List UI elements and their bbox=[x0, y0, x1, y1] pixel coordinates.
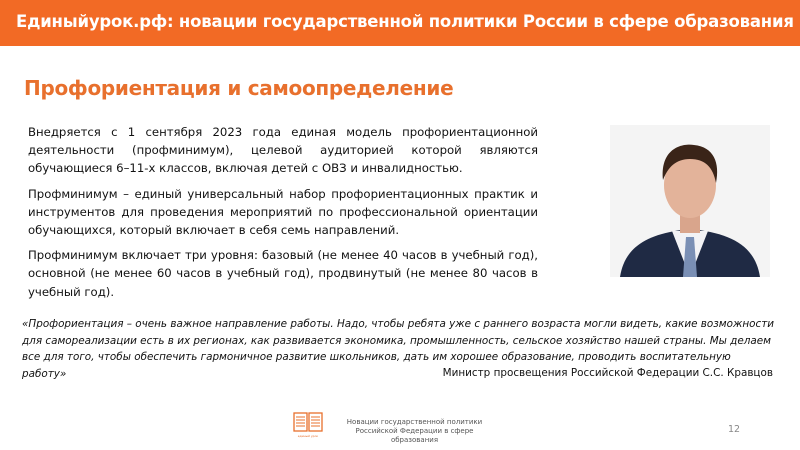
portrait-photo bbox=[610, 125, 770, 277]
page-number: 12 bbox=[728, 424, 741, 435]
quote-attribution: Министр просвещения Российской Федерации С.С. Кравцов bbox=[442, 367, 773, 379]
header-bar bbox=[0, 0, 800, 46]
footer-line-1: Новации государственной политики bbox=[346, 418, 483, 426]
paragraph: Профминимум включает три уровня: базовый (не менее 40 часов в учебный год), основной (не менее 60 часов в учебный год), продвинутый (не менее 80 часов в учебный год). bbox=[28, 248, 538, 299]
footer-text bbox=[332, 418, 497, 445]
minister-quote: «Профориентация – очень важное направление работы. Надо, чтобы ребята уже с раннего возраста могли видеть, какие возможности для самореализации есть в их регионах, как развивается экономика, промышленность, сельское хозяйство нашей страны. Мы делаем все для того, чтобы обеспечить гармоничное развитие школьников, дать им хорошее образование, проводить воспитательную работу» bbox=[22, 318, 775, 380]
logo-text: единый урок bbox=[297, 434, 319, 438]
book-logo-icon bbox=[293, 412, 323, 438]
paragraph: Внедряется с 1 сентября 2023 года единая модель профориентационной деятельности (профминимум), целевой аудиторией которой являются обучающиеся 6–11-х классов, включая детей с ОВЗ и инвалидностью. bbox=[28, 125, 538, 176]
paragraph: Профминимум – единый универсальный набор профориентационных практик и инструментов для проведения мероприятий по профессиональной ориентации обучающихся, который включает в себя семь направлений. bbox=[28, 186, 538, 238]
slide-body bbox=[28, 123, 538, 308]
slide-title: Профориентация и самоопределение bbox=[24, 76, 454, 100]
header-title: Единыйурок.рф: новации государственной политики России в сфере образования bbox=[16, 12, 794, 31]
footer-line-2: Российской Федерации в сфере образования bbox=[355, 427, 474, 444]
